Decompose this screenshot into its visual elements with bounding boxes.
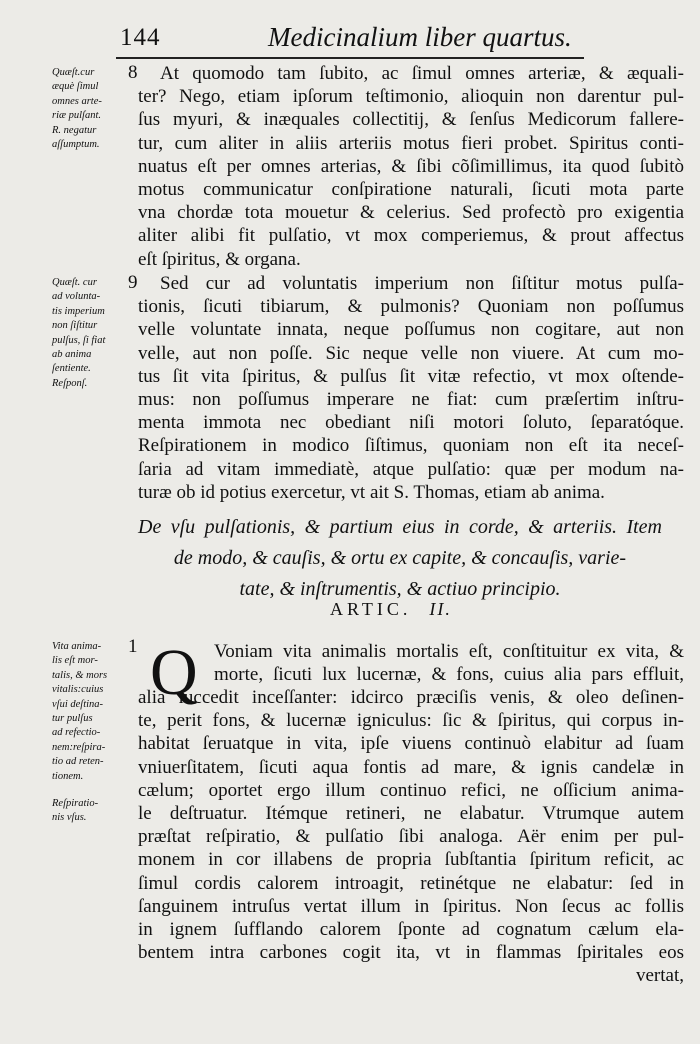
margin-note-line: ad refectio- <box>52 727 101 739</box>
text-line: turæ ob id potius exercetur, vt ait S. Thomas, etiam ab anima. <box>138 481 605 503</box>
text-line: menta immota nec obediant niſi motori ſoluto, ſeparatóque. <box>138 412 684 434</box>
margin-note-line: vitalis:cuius <box>52 684 104 696</box>
margin-note-line: Quæſt.cur <box>52 67 95 78</box>
margin-note-vita <box>52 640 124 784</box>
text-line: tus ſit vita ſpiritus, & pulſus ſit vitæ refectio, vt mox oſtende- <box>138 365 684 387</box>
paragraph-number: 8 <box>128 62 138 83</box>
margin-note-line: lis eſt mor- <box>52 655 98 667</box>
text-line: Sed cur ad voluntatis imperium non ſiſtitur motus pulſa- <box>160 273 684 294</box>
text-line: monem in cor illabens de propria ſubſtantia ſpiritum reficit, ac <box>138 849 684 871</box>
text-line: morte, ſicuti lux lucernæ, & fons, cuius alia pars effluit, <box>214 664 684 686</box>
running-title: Medicinalium liber quartus. <box>268 22 572 52</box>
heading-line: De vſu pulſationis, & partium eius in corde, & arteriis. Item <box>138 516 662 538</box>
page-number: 144 <box>120 24 161 51</box>
header-rule <box>116 57 584 59</box>
text-line: ſimul cordis calorem introagit, retinétque ne elabatur: ſed in <box>138 872 684 894</box>
margin-note-line: ſentiente. <box>52 363 91 375</box>
paragraph-number: 9 <box>128 272 138 293</box>
text-line: At quomodo tam ſubito, ac ſimul omnes arteriæ, & æquali- <box>160 63 684 84</box>
margin-note-line: tionem. <box>52 770 84 782</box>
paragraph-number: 1 <box>128 636 138 657</box>
text-line: ſus myuri, & inæquales collectitij, & ſenſus Medicorum fallere- <box>138 109 684 131</box>
text-line: eſt ſpiritus, & organa. <box>138 248 301 270</box>
paragraph-8 <box>138 62 684 271</box>
margin-note-line: Reſpiratio- <box>52 798 99 809</box>
margin-note-line: æquè ſimul <box>52 81 99 93</box>
margin-note-line: Reſponſ. <box>52 377 88 389</box>
margin-note-line: R. negatur <box>52 124 97 136</box>
margin-note-line: nem:reſpira- <box>52 741 106 753</box>
margin-note-line: pulſus, ſi fiat <box>52 334 106 346</box>
margin-note-line: nis vſus. <box>52 812 87 824</box>
section-heading <box>138 512 662 605</box>
article-number: II. <box>429 599 452 619</box>
margin-note-line: tis imperium <box>52 305 105 317</box>
paragraph-9 <box>138 272 684 504</box>
text-line: in ignem ſufflando calorem ſponte ad cognatum cælum ela- <box>138 919 684 941</box>
margin-note-line: Vita anima- <box>52 641 102 652</box>
text-line: mus: non poſſumus imperare ne fiat: cum præſertim inſtru- <box>138 389 684 411</box>
margin-note-line: riæ pulſant. <box>52 110 102 122</box>
margin-note-line: tio ad reten- <box>52 756 104 768</box>
text-line: nuatus eſt per omnes arterias, & ſibi cõſimillimus, ita quod ſubitò <box>138 155 684 177</box>
text-line: aliter alibi fit pulſatio, vt mox comperiemus, & prout affectus <box>138 225 684 247</box>
text-line: præſtat reſpiratio, & pulſatio ſibi analoga. Aër enim per pul- <box>138 826 684 848</box>
article-word: ARTIC. <box>330 599 412 619</box>
text-line: te, perit fons, & lucernæ igniculus: ſic & ſpiritus, qui corpus in- <box>138 710 684 732</box>
margin-note-line: Quæſt. cur <box>52 277 97 288</box>
catchword: vertat, <box>635 965 684 987</box>
article-paragraph-1-first-lines <box>214 640 684 686</box>
page-header <box>118 22 578 56</box>
text-line: vniuerſitatem, ſicuti aqua fontis ad mare, & ignis candelæ in <box>138 756 684 778</box>
text-line: velle voluntate innata, neque poſſumus non cogitare, aut non <box>138 319 684 341</box>
margin-note-respiration <box>52 797 124 826</box>
margin-note-line: talis, & mors <box>52 669 108 681</box>
text-line: cælum; oportet ergo illum continuo refici, ne oſſicium anima- <box>138 779 684 801</box>
margin-note-line: vſui deſtina- <box>52 698 104 710</box>
text-line: vna chordæ tota mouetur & celerius. Sed profectò pro exigentia <box>138 202 684 224</box>
text-line: habitat ſeruatque in vita, ipſe viuens continuò elabitur ad ſuam <box>138 733 684 755</box>
heading-line: tate, & inſtrumentis, & actiuo principio. <box>239 578 561 600</box>
text-line: tur, cum aliter in aliis arteriis motus fieri probet. Spiritus conti- <box>138 132 684 154</box>
margin-note-line: omnes arte- <box>52 95 102 107</box>
text-line: bentem intra carbones cogit ita, vt in flammas ſpiritales eos <box>138 942 684 964</box>
text-line: ter? Nego, etiam ipſorum teſtimonio, alioquin non darentur pul- <box>138 86 684 108</box>
margin-note-line: non ſiſtitur <box>52 320 98 332</box>
margin-note-line: ad volunta- <box>52 291 101 303</box>
text-line: ſaria ad vitam immediatè, atque pulſatio: quæ per modum na- <box>138 458 684 480</box>
margin-note-q-will <box>52 276 124 391</box>
text-line: motus communicatur conſpiratione naturali, ſicuti mota parte <box>138 179 684 201</box>
text-line: le deſtruatur. Itémque retineri, ne elabatur. Vtrumque autem <box>138 803 684 825</box>
text-line: velle, aut non poſſe. Sic neque velle non viuere. At cum mo- <box>138 342 684 364</box>
text-line: Reſpirationem in modico ſiſtimus, quoniam non eſt ita neceſ- <box>138 435 684 457</box>
article-paragraph-1 <box>138 686 684 988</box>
article-label <box>330 599 452 620</box>
text-line: alia ſuccedit inceſſanter: idcirco præciſis venis, & oleo deſinen- <box>138 687 684 708</box>
text-line: tionis, ſicuti tibiarum, & pulmonis? Quoniam non poſſumus <box>138 296 684 318</box>
drop-cap: Q <box>150 636 198 709</box>
text-line: ſanguinem intruſus vertat illum in ſpiritus. Non ſecus ac follis <box>138 895 684 917</box>
margin-note-line: ab anima <box>52 349 92 361</box>
margin-note-line: aſſumptum. <box>52 139 100 151</box>
text-line: Voniam vita animalis mortalis eſt, conſtituitur ex vita, & <box>214 641 684 662</box>
margin-note-line: tur pulſus <box>52 713 93 725</box>
heading-line: de modo, & cauſis, & ortu ex capite, & concauſis, varie- <box>173 547 627 569</box>
margin-note-q-arteries <box>52 66 124 152</box>
